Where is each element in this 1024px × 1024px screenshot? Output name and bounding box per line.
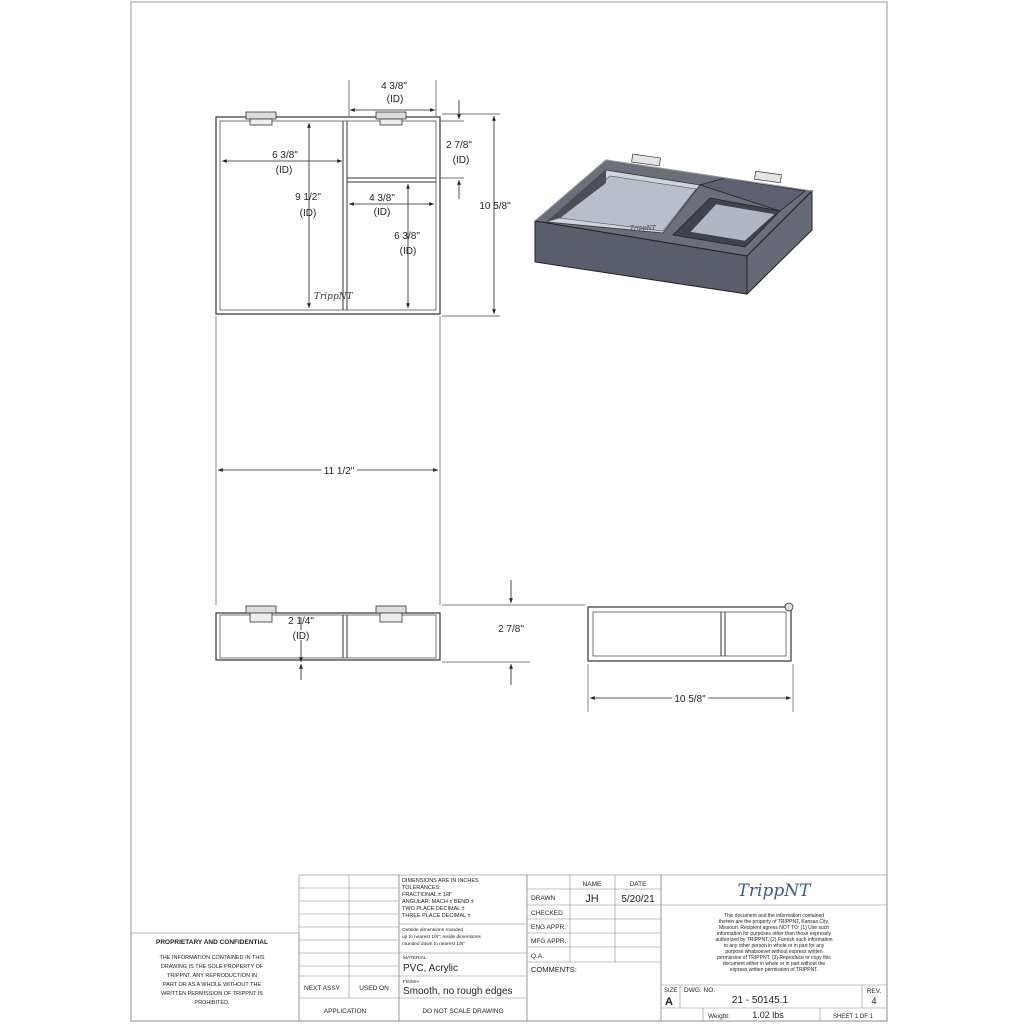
legal-line: purpose whatsoever without express written bbox=[725, 949, 823, 955]
dim-front-inner-height-note: (ID) bbox=[292, 631, 310, 642]
proprietary-line: THE INFORMATION CONTAINED IN THIS bbox=[159, 955, 265, 961]
do-not-scale-note: DO NOT SCALE DRAWING bbox=[422, 1008, 504, 1015]
company-logo: TrippNT bbox=[737, 881, 811, 901]
row-label-qa: Q.A. bbox=[531, 953, 545, 960]
iso-engraving-logo: TrippNT bbox=[630, 225, 656, 232]
dim-left-height-note: (ID) bbox=[299, 208, 317, 219]
tolerance-line: THREE PLACE DECIMAL ± bbox=[402, 913, 471, 919]
dim-top-width-note: (ID) bbox=[386, 94, 404, 105]
proprietary-line: WRITTEN PERMISSION OF TRIPPNT IS bbox=[161, 991, 263, 997]
legal-line: This document and the information contained bbox=[723, 913, 825, 919]
tolerance-line: TOLERANCES: bbox=[402, 885, 441, 891]
dwg-no-value: 21 - 50145.1 bbox=[731, 995, 789, 1006]
date-header: DATE bbox=[629, 881, 647, 888]
finish-value: Smooth, no rough edges bbox=[403, 986, 513, 997]
weight-value: 1.02 lbs bbox=[752, 1010, 784, 1020]
legal-line: permission of TRIPPNT. (3) Reproduce or copy this bbox=[717, 955, 831, 961]
used-on-label: USED ON bbox=[359, 985, 389, 992]
drawn-date: 5/20/21 bbox=[621, 894, 655, 905]
size-label: SIZE bbox=[664, 988, 678, 994]
dim-overall-height: 2 7/8" bbox=[498, 624, 524, 635]
comments-label: COMMENTS: bbox=[531, 965, 577, 974]
rounding-note-line: rounded down to nearest 1/8" bbox=[402, 942, 465, 947]
material-label: MATERIAL bbox=[403, 956, 427, 961]
proprietary-line: DRAWING IS THE SOLE PROPERTY OF bbox=[160, 964, 264, 970]
dim-overall-depth: 10 5/8" bbox=[479, 201, 511, 212]
dim-right-height: 6 3/8" bbox=[394, 231, 420, 242]
row-label-drawn: DRAWN bbox=[531, 895, 556, 902]
next-assy-label: NEXT ASSY bbox=[303, 985, 341, 992]
proprietary-line: PART OR AS A WHOLE WITHOUT THE bbox=[162, 982, 262, 988]
dim-mid-width-note: (ID) bbox=[373, 207, 391, 218]
hinge-icon bbox=[755, 171, 782, 183]
tolerance-line: DIMENSIONS ARE IN INCHES bbox=[402, 878, 479, 884]
size-value: A bbox=[665, 996, 673, 1008]
legal-line: authorized by TRIPPNT. (2) Furnish such information bbox=[715, 937, 833, 943]
legal-line: express written permission of TRIPPNT. bbox=[729, 967, 819, 973]
proprietary-line: TRIPPNT. ANY REPRODUCTION IN bbox=[166, 973, 258, 979]
dim-left-width: 6 3/8" bbox=[272, 150, 298, 161]
dim-overall-width: 11 1/2" bbox=[323, 466, 355, 477]
legal-line: information for purposes other than those expressly bbox=[717, 931, 831, 937]
tolerance-line: ANGULAR: MACH ± BEND ± bbox=[402, 899, 474, 905]
legal-line: document either in whole or in part without the bbox=[722, 961, 826, 967]
proprietary-line: PROHIBITED. bbox=[194, 1000, 230, 1006]
hinge-pin-icon bbox=[785, 603, 793, 611]
weight-label: Weight: bbox=[708, 1013, 730, 1020]
row-label-eng-appr: ENG APPR. bbox=[531, 924, 567, 931]
finish-label: FINISH bbox=[403, 980, 419, 985]
dim-left-width-note: (ID) bbox=[275, 165, 293, 176]
isometric-view bbox=[535, 154, 812, 294]
hinge-icon bbox=[246, 606, 276, 622]
name-header: NAME bbox=[582, 881, 602, 888]
dim-mid-width: 4 3/8" bbox=[369, 193, 395, 204]
rev-label: REV. bbox=[866, 988, 882, 995]
row-label-checked: CHECKED bbox=[531, 910, 563, 917]
dim-small-height: 2 7/8" bbox=[446, 140, 472, 151]
dim-small-height-note: (ID) bbox=[452, 155, 470, 166]
legal-line: Missouri. Recipient agrees NOT TO: (1) Use such bbox=[718, 925, 830, 931]
hinge-icon bbox=[246, 112, 276, 125]
side-view bbox=[588, 603, 793, 712]
application-label: APPLICATION bbox=[323, 1008, 367, 1015]
hinge-icon bbox=[376, 606, 406, 622]
drawn-name: JH bbox=[585, 893, 599, 905]
legal-line: to any other person in whole or in part for any bbox=[723, 943, 825, 949]
rounding-note-line: Outside dimensions rounded bbox=[402, 928, 464, 933]
hinge-icon bbox=[376, 112, 406, 125]
dim-right-height-note: (ID) bbox=[399, 246, 417, 257]
row-label-mfg-appr: MFG APPR. bbox=[531, 938, 567, 945]
engraving-logo: TrippNT bbox=[314, 292, 353, 302]
sheet-number: SHEET 1 OF 1 bbox=[833, 1014, 873, 1020]
dim-front-inner-height: 2 1/4" bbox=[288, 616, 314, 627]
dim-side-length: 10 5/8" bbox=[674, 694, 706, 705]
dwg-no-label: DWG. NO. bbox=[684, 987, 716, 994]
rev-value: 4 bbox=[871, 996, 877, 1006]
tolerance-line: FRACTIONAL ± 1/8" bbox=[402, 892, 453, 898]
dim-left-height: 9 1/2" bbox=[295, 192, 321, 203]
dim-top-width: 4 3/8" bbox=[381, 81, 407, 92]
top-view bbox=[216, 80, 511, 605]
sheet-border bbox=[131, 2, 887, 1021]
legal-line: therein are the property of TRIPPNT, Kansas City, bbox=[718, 919, 830, 925]
proprietary-title: PROPRIETARY AND CONFIDENTIAL bbox=[156, 939, 268, 946]
front-view bbox=[216, 580, 585, 685]
material-value: PVC, Acrylic bbox=[403, 963, 459, 974]
rounding-note-line: up to nearest 1/8"; Inside dimensions bbox=[402, 935, 481, 940]
tolerance-line: TWO PLACE DECIMAL ± bbox=[402, 906, 465, 912]
